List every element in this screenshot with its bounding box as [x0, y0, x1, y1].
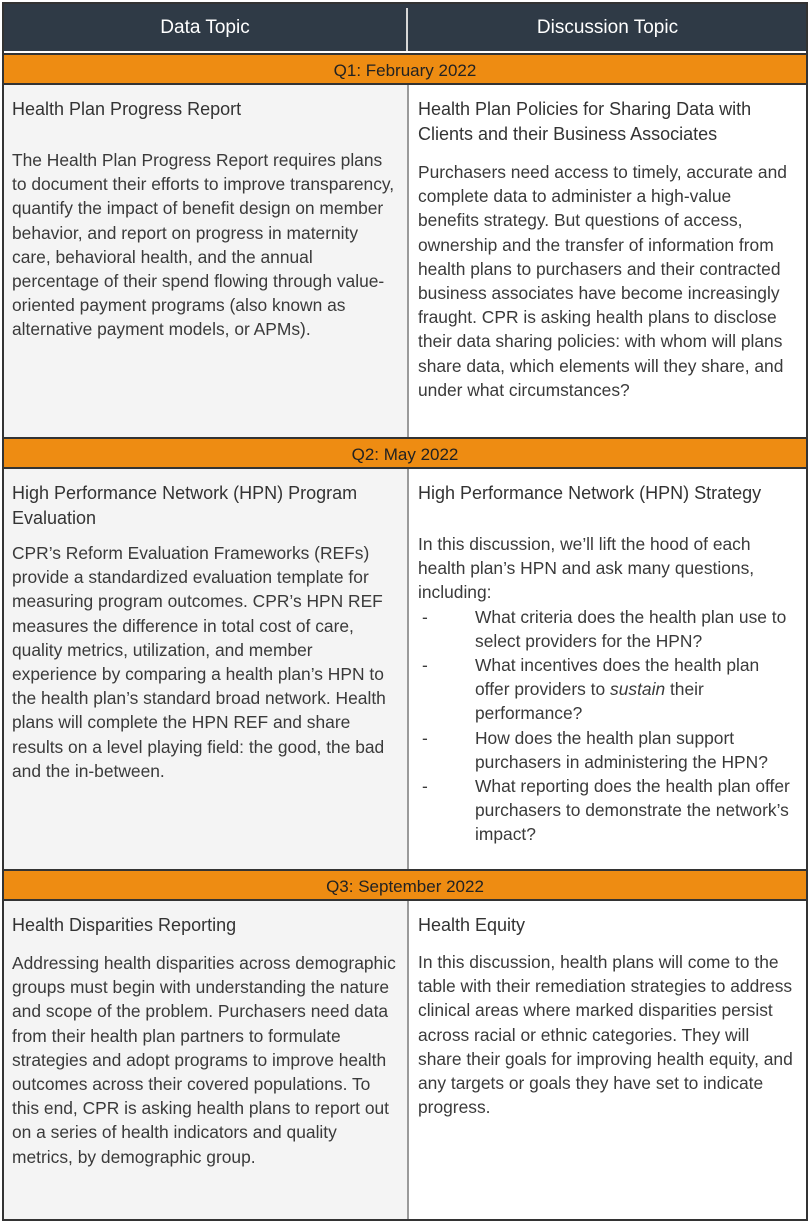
discussion-topic-title: High Performance Network (HPN) Strategy [418, 483, 762, 503]
data-topic-cell [4, 901, 407, 1219]
data-topic-cell [4, 469, 407, 869]
data-topic-title: Health Disparities Reporting [12, 915, 237, 935]
quarter-band-q2: Q2: May 2022 [4, 437, 806, 469]
header-discussion-topic: Discussion Topic [536, 17, 679, 38]
header-divider [406, 8, 408, 51]
topics-table [2, 2, 808, 1221]
discussion-topic-cell [407, 469, 806, 869]
section-row-q3 [4, 901, 806, 1219]
data-topic-body: Addressing health disparities across demographic groups must begin with understanding the nature and scope of the problem. Purchasers need data from their health plan partners to formulate strategies and adopt programs to improve health outcomes across their covered populations. To this end, CPR is asking health plans to report out on a series of health indicators and quality metrics, by demographic group. [12, 953, 396, 1167]
dash-bullet: - [422, 776, 428, 797]
list-item [418, 726, 796, 774]
question-text: What reporting does the health plan offer purchasers to demonstrate the network’s impact? [475, 776, 790, 845]
data-topic-body: CPR’s Reform Evaluation Frameworks (REFs) provide a standardized evaluation template for measuring program outcomes. CPR’s HPN REF measures the difference in total cost of care, quality metrics, utilization, and member experience by comparing a health plan’s HPN to the health plan’s standard broad network. Health plans will complete the HPN REF and share results on a level playing field: the good, the bad and the in-between. [12, 543, 386, 781]
data-topic-cell [4, 85, 407, 437]
question-text-pre: What incentives does the health plan offer providers to [475, 655, 760, 700]
data-topic-title: High Performance Network (HPN) Program Evaluation [12, 483, 358, 528]
question-list [418, 605, 796, 847]
data-topic-body: The Health Plan Progress Report requires plans to document their efforts to improve transparency, quantify the impact of benefit design on member behavior, and report on progress in maternity care, behavioral health, and the annual percentage of their spend flowing through value-oriented payment programs (also known as alternative payment models, or APMs). [12, 150, 395, 340]
discussion-intro: In this discussion, we’ll lift the hood of each health plan’s HPN and ask many questions, including: [418, 534, 755, 603]
discussion-topic-cell [407, 901, 806, 1219]
discussion-topic-cell [407, 85, 806, 437]
dash-bullet: - [422, 606, 428, 627]
header-data-topic: Data Topic [160, 17, 250, 38]
list-item [418, 653, 796, 726]
question-text: How does the health plan support purchasers in administering the HPN? [475, 727, 768, 772]
quarter-band-q1: Q1: February 2022 [4, 53, 806, 85]
question-text: What criteria does the health plan use to select providers for the HPN? [475, 606, 787, 651]
dash-bullet: - [422, 655, 428, 676]
discussion-topic-body: Purchasers need access to timely, accurate and complete data to administer a high-value benefits strategy. But questions of access, ownership and the transfer of information from health plans to purchasers and their contracted business associates have become increasingly fraught. CPR is asking health plans to disclose their data sharing policies: with whom will plans share data, which elements will they share, and under what circumstances? [418, 162, 787, 400]
dash-bullet: - [422, 727, 428, 748]
discussion-topic-body: In this discussion, health plans will come to the table with their remediation strategies to address clinical areas where marked disparities persist across racial or ethnic categories. They will share their goals for improving health equity, and any targets or goals they have set to indicate progress. [418, 952, 793, 1118]
table-header [4, 4, 806, 51]
data-topic-title: Health Plan Progress Report [12, 99, 242, 119]
discussion-topic-title: Health Plan Policies for Sharing Data with Clients and their Business Associates [418, 99, 752, 144]
section-row-q1 [4, 85, 806, 437]
discussion-topic-title: Health Equity [418, 915, 526, 935]
quarter-band-q3: Q3: September 2022 [4, 869, 806, 901]
list-item [418, 774, 796, 847]
list-item [418, 605, 796, 653]
section-row-q2 [4, 469, 806, 869]
question-text-post: their performance? [475, 679, 704, 724]
question-emphasis: sustain [610, 679, 666, 700]
